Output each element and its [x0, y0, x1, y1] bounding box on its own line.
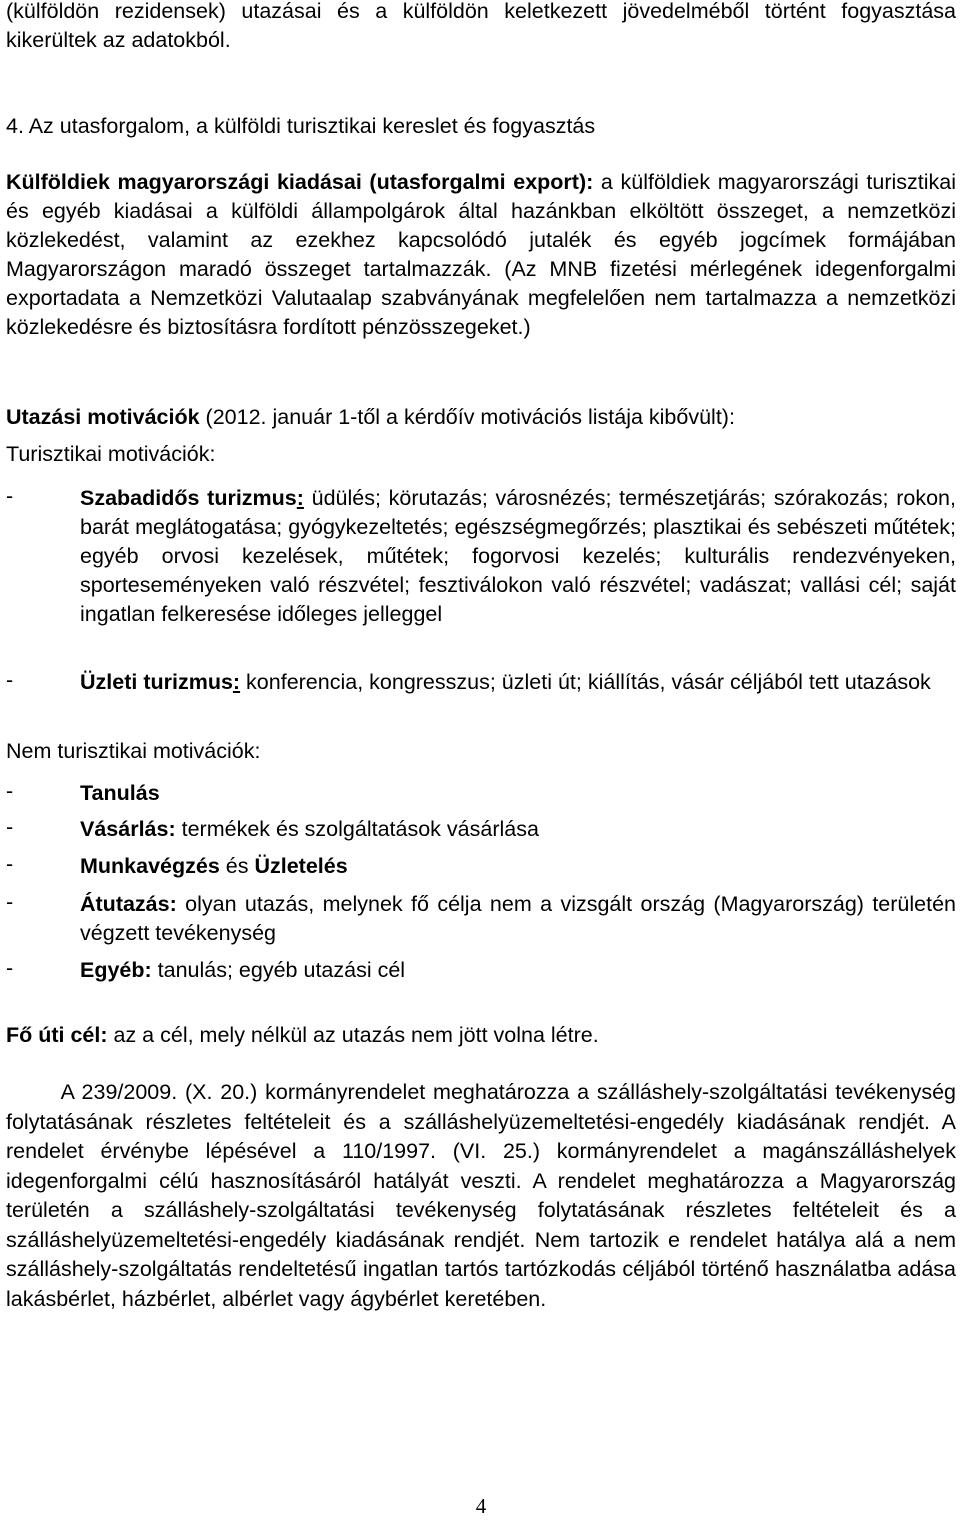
transit-term: Átutazás: — [80, 892, 177, 916]
main-purpose-text: az a cél, mely nélkül az utazás nem jött volna létre. — [107, 1023, 599, 1047]
list-item-business — [6, 668, 956, 697]
study-term: Tanulás — [80, 781, 160, 805]
list-dash: - — [6, 484, 14, 508]
list-dash: - — [6, 668, 14, 692]
leisure-colon: : — [296, 486, 304, 510]
regulation-paragraph — [6, 1078, 956, 1314]
motivations-heading-bold: Utazási motivációk — [6, 405, 200, 429]
other-term: Egyéb: — [80, 958, 152, 982]
shopping-term: Vásárlás: — [80, 817, 176, 841]
business-text — [80, 668, 956, 697]
transit-description: olyan utazás, melynek fő célja nem a vizsgált ország (Magyarország) területén végzett tevékenység — [80, 892, 956, 945]
other-text — [80, 956, 956, 985]
list-dash: - — [6, 815, 14, 839]
other-description: tanulás; egyéb utazási cél — [151, 958, 406, 982]
intro-text: (külföldön rezidensek) utazásai és a külföldön keletkezett jövedelméből történt fogyasztása kikerültek az adatokból. — [6, 0, 956, 52]
export-term: Külföldiek magyarországi kiadásai (utasforgalmi export): — [6, 170, 594, 194]
list-dash: - — [6, 890, 14, 914]
transit-text — [80, 890, 956, 948]
page-number: 4 — [475, 1494, 487, 1518]
export-paragraph — [6, 168, 956, 342]
list-dash: - — [6, 779, 14, 803]
motivations-heading-rest: (2012. január 1-től a kérdőív motivációs listája kibővült): — [199, 405, 735, 429]
regulation-text: A 239/2009. (X. 20.) kormányrendelet meghatározza a szálláshely-szolgáltatási tevékenység folytatásának részletes feltételeit és a szálláshelyüzemeltetési-engedély kiadásának rendjét. A rendelet érvénybe lépésével a 110/1997. (VI. 25.) kormányrendelet a magánszálláshelyek idegenforgalmi célú hasznosításáról hatályát veszti. A rendelet meghatározza a Magyarország területén a szálláshely-szolgáltatási tevékenység folytatásának részletes feltételeit és a szálláshelyüzemeltetési-engedély kiadásának rendjét. Nem tartozik e rendelet hatálya alá a nem szálláshely-szolgáltatás rendeltetésű ingatlan tartós tartózkodás céljából történő használatba adása lakásbérlet, házbérlet, albérlet vagy ágybérlet keretében. — [6, 1080, 956, 1311]
business-description: konferencia, kongresszus; üzleti út; kiállítás, vásár céljából tett utazások — [240, 670, 931, 694]
business-colon: : — [232, 670, 241, 694]
list-item-shopping — [6, 815, 956, 844]
list-dash: - — [6, 852, 14, 876]
tourist-motivations-heading-text: Turisztikai motivációk: — [6, 442, 216, 466]
list-item-leisure — [6, 484, 956, 629]
leisure-text — [80, 484, 956, 629]
work-and: és — [219, 854, 255, 878]
list-item-other — [6, 956, 956, 985]
shopping-description: termékek és szolgáltatások vásárlása — [175, 817, 539, 841]
list-item-work — [6, 852, 956, 881]
nontourist-motivations-heading-text: Nem turisztikai motivációk: — [6, 739, 261, 763]
export-definition: a külföldiek magyarországi turisztikai és egyéb kiadásai a külföldi állampolgárok által hazánkban elköltött összeget, a nemzetközi közlekedést, valamint az ezekhez kapcsolódó jutalék és egyéb jogcímek formájában Magyarországon maradó összeget tartalmazzák. — [6, 170, 956, 281]
nontourist-motivations-heading — [6, 737, 956, 766]
work-text — [80, 852, 956, 881]
section-heading — [6, 112, 956, 141]
business-dealing-term: Üzletelés — [254, 854, 348, 878]
leisure-description: üdülés; körutazás; városnézés; természetjárás; szórakozás; rokon, barát meglátogatása; gyógykezeltetés; egészségmegőrzés; plasztikai és sebészeti műtétek; egyéb orvosi kezelések, műtétek; fogorvosi kezelés; kulturális rendezvényeken, sporteseményeken való részvétel; fesztiválokon való részvétel; vadászat; vallási cél; saját ingatlan felkeresése időleges jelleggel — [80, 486, 956, 626]
main-purpose-paragraph — [6, 1021, 956, 1050]
intro-paragraph — [6, 0, 956, 55]
list-item-study — [6, 779, 956, 808]
section-heading-text: 4. Az utasforgalom, a külföldi turisztikai kereslet és fogyasztás — [6, 114, 596, 138]
motivations-heading — [6, 403, 956, 432]
leisure-term: Szabadidős turizmus — [80, 486, 297, 510]
main-purpose-term: Fő úti cél: — [6, 1023, 108, 1047]
study-text — [80, 779, 956, 808]
shopping-text — [80, 815, 956, 844]
list-dash: - — [6, 956, 14, 980]
list-item-transit — [6, 890, 956, 948]
export-note: (Az MNB fizetési mérlegének idegenforgalmi exportadata a Nemzetközi Valutaalap szabványának megfelelően nem tartalmazza a nemzetközi közlekedésre és biztosításra fordított pénzösszegeket.) — [6, 257, 956, 339]
work-term: Munkavégzés — [80, 854, 220, 878]
tourist-motivations-heading — [6, 440, 956, 469]
business-term: Üzleti turizmus — [80, 670, 233, 694]
